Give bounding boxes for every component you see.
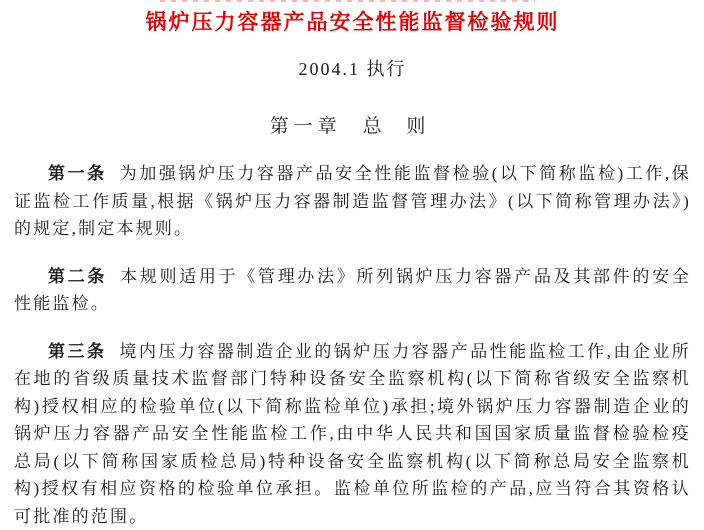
article-3-label: 第三条 [48, 342, 106, 361]
chapter-number: 第一章 [270, 116, 342, 137]
chapter-heading [14, 114, 691, 139]
paragraph-article-3 [14, 338, 691, 530]
document-body [14, 160, 691, 530]
document-subtitle: 2004.1 执行 [14, 57, 691, 81]
paragraph-article-2 [14, 263, 691, 318]
chapter-title: 总 则 [363, 116, 436, 137]
document-title: 锅炉压力容器产品安全性能监督检验规则 [14, 9, 691, 36]
cutoff-text-artifact [160, 0, 535, 2]
article-2-text: 本规则适用于《管理办法》所列锅炉压力容器产品及其部件的安全性能监检。 [14, 267, 691, 314]
paragraph-article-1 [14, 160, 691, 243]
article-1-text: 为加强锅炉压力容器产品安全性能监督检验(以下简称监检)工作,保证监检工作质量,根据《锅炉压力容器制造监督管理办法》(以下简称管理办法》)的规定,制定本规则。 [14, 164, 691, 238]
article-3-text: 境内压力容器制造企业的锅炉压力容器产品性能监检工作,由企业所在地的省级质量技术监督部门特种设备安全监察机构(以下简称省级安全监察机构)授权相应的检验单位(以下简称监检单位)承担;境外锅炉压力容器制造企业的锅炉压力容器产品安全性能监检工作,由中华人民共和国国家质量监督检验检疫总局(以下简称国家质检总局)特种设备安全监察机构(以下简称总局安全监察机构)授权有相应资格的检验单位承担。监检单位所监检的产品,应当符合其资格认可批准的范围。 [14, 342, 691, 526]
article-1-label: 第一条 [48, 164, 107, 183]
article-2-label: 第二条 [48, 267, 107, 286]
